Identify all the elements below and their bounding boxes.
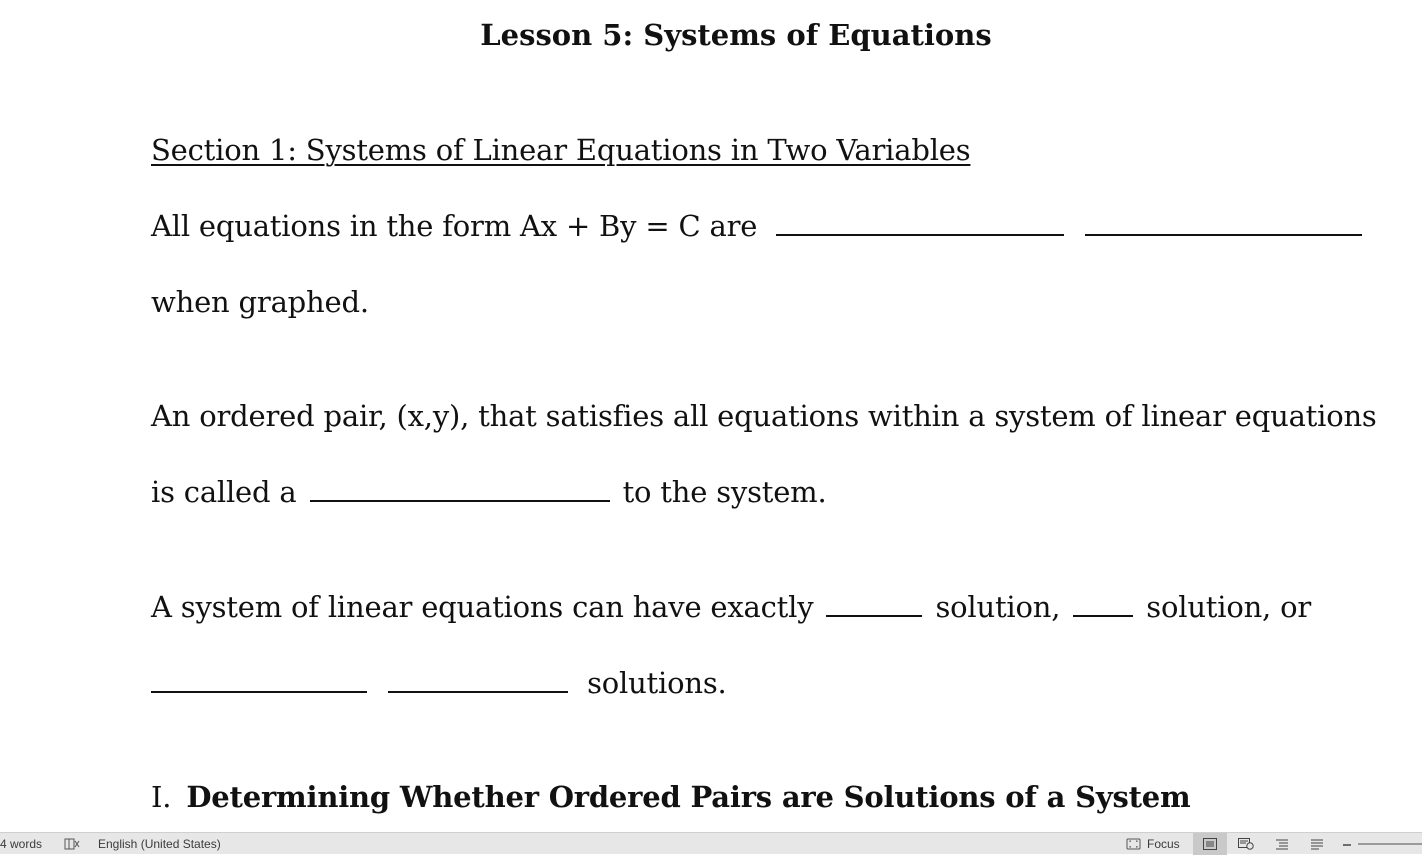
p1-text: All equations in the form Ax + By = C are bbox=[151, 209, 758, 243]
p3-after: solution, or bbox=[1146, 590, 1312, 624]
blank-4 bbox=[826, 591, 922, 617]
blank-5 bbox=[1073, 591, 1133, 617]
blank-1 bbox=[776, 210, 1064, 236]
outline-icon[interactable] bbox=[1265, 833, 1299, 855]
blank-7 bbox=[388, 667, 568, 693]
subheading-text: Determining Whether Ordered Pairs are Solutions of a System bbox=[186, 780, 1191, 814]
status-bar bbox=[0, 832, 1422, 854]
draft-icon[interactable] bbox=[1300, 833, 1334, 855]
p2-after: to the system. bbox=[622, 475, 827, 509]
language-label[interactable]: English (United States) bbox=[98, 837, 221, 851]
subheading-numeral: I. bbox=[151, 780, 172, 814]
paragraph-2-line-1: An ordered pair, (x,y), that satisfies all equations within a system of linear equations bbox=[151, 399, 1377, 433]
blank-6 bbox=[151, 667, 367, 693]
web-layout-icon[interactable] bbox=[1228, 833, 1262, 855]
focus-icon[interactable] bbox=[1125, 836, 1143, 852]
blank-3 bbox=[310, 476, 610, 502]
paragraph-3-line-2 bbox=[151, 665, 727, 701]
proofing-icon[interactable] bbox=[63, 836, 81, 852]
p3-mid: solution, bbox=[935, 590, 1061, 624]
section-heading: Section 1: Systems of Linear Equations in Two Variables bbox=[151, 133, 971, 167]
print-layout-icon[interactable] bbox=[1193, 833, 1227, 855]
minus-icon[interactable] bbox=[1341, 836, 1359, 852]
word-count[interactable]: 4 words bbox=[0, 837, 43, 851]
paragraph-1-line-2: when graphed. bbox=[151, 285, 369, 319]
p3-solutions: solutions. bbox=[587, 666, 727, 700]
zoom-slider[interactable] bbox=[1358, 843, 1422, 845]
paragraph-2-line-2 bbox=[151, 474, 827, 510]
p3-before: A system of linear equations can have exactly bbox=[151, 590, 814, 624]
document-title: Lesson 5: Systems of Equations bbox=[480, 18, 992, 52]
p2-before: is called a bbox=[151, 475, 297, 509]
focus-button[interactable]: Focus bbox=[1147, 837, 1180, 851]
subheading bbox=[151, 779, 1191, 815]
blank-2 bbox=[1085, 210, 1362, 236]
paragraph-3-line-1 bbox=[151, 589, 1311, 625]
paragraph-1-line-1 bbox=[151, 208, 1362, 244]
